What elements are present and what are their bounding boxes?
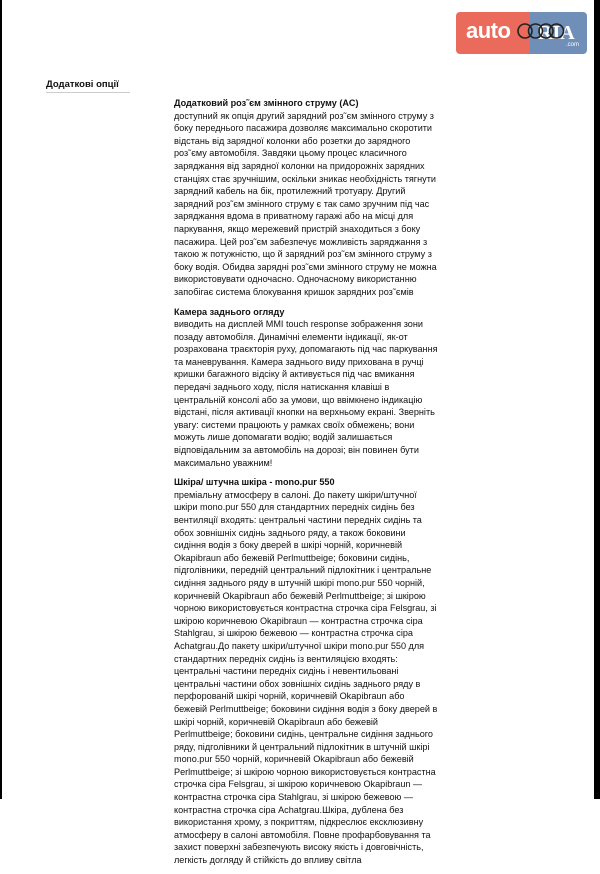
- logo-auto-text: auto: [466, 18, 511, 43]
- option-description: виводить на дисплей MMI touch response зображення зони позаду автомобіля. Динамічні елементи індикації, як-от розрахована траєкторія руху, допомагають під час паркування та маневрування. Камера заднього виду прихована в ручці кришки багажного відсіку й активується під час вмикання передачі заднього ходу, після натискання клавіші в центральній консолі або за умови, що ввімкнено індикацію відстані, після активації кнопки на верхньому екрані. Зверніть увагу: системи працюють у рамках своїх обмежень; вони можуть лише допомагати водію; водій залишається відповідальним за автомобіль на дорозі; він повинен бути максимально уважним!: [174, 319, 438, 468]
- option-heading: Камера заднього огляду: [174, 306, 285, 317]
- option-leather-upholstery: [174, 476, 438, 866]
- option-description: преміальну атмосферу в салоні. До пакету шкіри/штучної шкіри mono.pur 550 для стандартних передніх сидінь без вентиляції входять: центральні частини передніх сидінь та обох зовнішніх сидінь заднього ряду, а також боковини сидіння водія з боку дверей в шкірі чорній, коричневій Okapibraun або бежевій Perlmuttbeige; боковини сидінь, підголівники, передній центральний підлокітник і центральне сидіння заднього ряду в штучній шкірі mono.pur 550 чорній, коричневій Okapibraun або бежевій Perlmuttbeige; зі шкірою чорною використовується контрастна строчка сіра Felsgrau, зі шкірою коричневою Okapibraun — контрастна строчка сіра Stahlgrau, зі шкірою бежевою — контрастна строчка сіра Achatgrau.До пакету шкіри/штучної шкіри mono.pur 550 для стандартних передніх сидінь із вентиляцією входять: центральні частини передніх сидінь і невентильовані центральні частини обох зовнішніх сидінь заднього ряду в перфорованій шкірі чорній, коричневій Okapibraun або бежевій Perlmuttbeige; боковини сидіння водія з боку дверей в шкірі чорній, коричневій Okapibraun або бежевій Perlmuttbeige; боковини сидінь, центральне сидіння заднього ряду, підголівники й центральний підлокітник в штучній шкірі mono.pur 550 чорній, коричневій Okapibraun або бежевій Perlmuttbeige; зі шкірою чорною використовується контрастна строчка сіра Felsgrau, зі шкірою коричневою Okapibraun — контрастна строчка сіра Stahlgrau, зі шкірою бежевою — контрастна строчка сіра Achatgrau.Шкіра, дублена без використання хрому, з покриттям, підкреслює ексклюзивну атмосферу в салоні автомобіля. Повне профарбовування та захист поверхні забезпечують високу якість і довговічність, легкість догляду й стійкість до впливу світла: [174, 489, 438, 866]
- logo-ria-text: RIA: [538, 22, 575, 44]
- option-ac-socket: [174, 97, 438, 299]
- left-frame-border: [0, 0, 2, 799]
- option-description: доступний як опція другий зарядний роз˜єм змінного струму з боку переднього пасажира дозволяє максимально скоротити відстань від зарядної колонки або розетки до зарядного роз˜єму автомобіля. Завдяки цьому процес класичного заряджання від зарядної колонки на придорожніх зарядних станціях стає зручнішим, оскільки зникає необхідність тягнути зарядний кабель на бік, протилежний тротуару. Другий зарядний роз˜єм змінного струму є так само зручним під час заряджання вдома в приватному гаражі або на місці для паркування, якщо мережевий пристрій знаходиться з боку пасажира. Цей роз˜єм забезпечує можливість заряджання з такою ж потужністю, що й зарядний роз˜єм змінного струму з боку водія. Обидва зарядні роз˜єми змінного струму не можна використовувати одночасно. Одночасному використанню запобігає система блокування кришок зарядних роз˜ємів: [174, 110, 437, 297]
- autoria-logo[interactable]: [456, 12, 587, 54]
- options-list: [174, 97, 438, 874]
- option-rear-camera: [174, 306, 438, 470]
- right-frame-border: [594, 0, 600, 799]
- audi-rings-icon: [516, 21, 566, 41]
- option-heading: Шкіра/ штучна шкіра - mono.pur 550: [174, 477, 335, 488]
- section-title-rule: [46, 92, 130, 93]
- option-heading: Додатковий роз˜єм змінного струму (AC): [174, 98, 359, 108]
- logo-com-text: .com: [566, 42, 580, 48]
- section-title: Додаткові опції: [46, 79, 119, 90]
